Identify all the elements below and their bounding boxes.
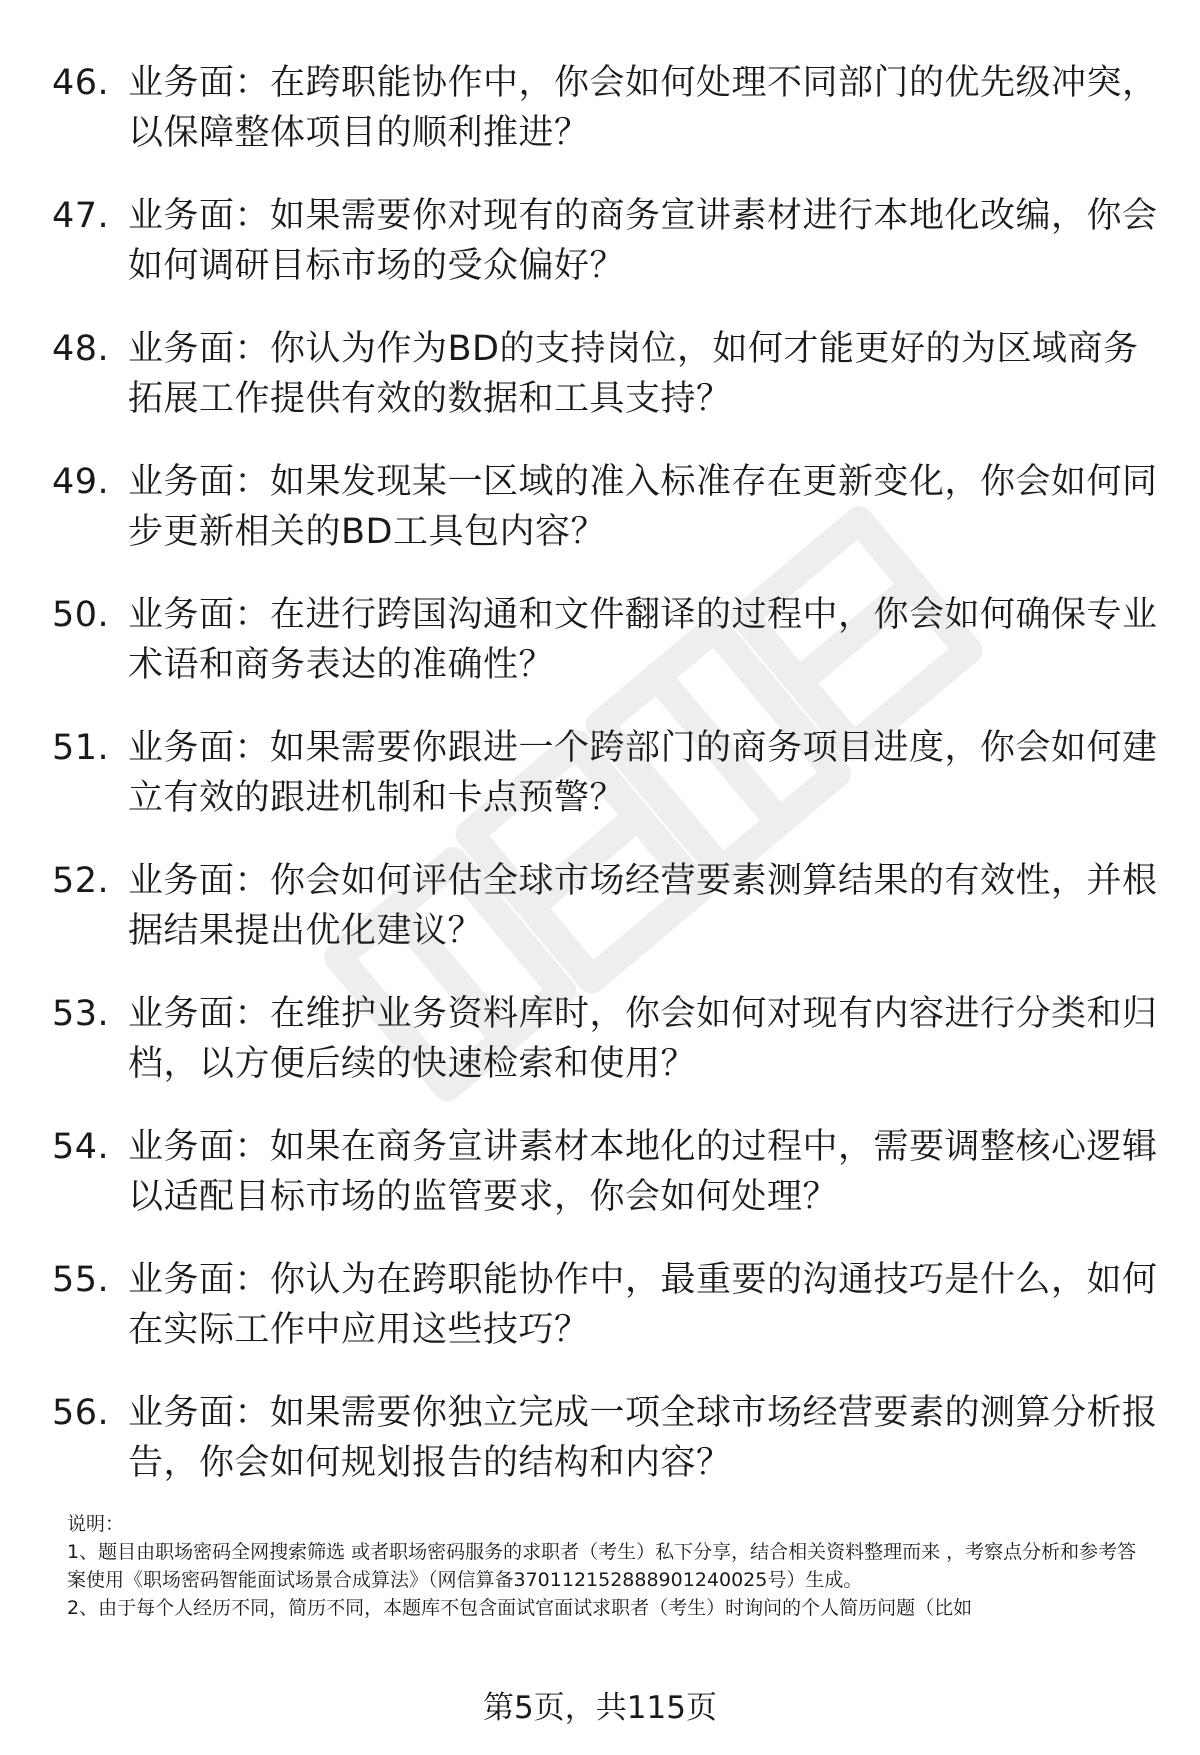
question-item (52, 856, 1162, 956)
question-text: 业务面：你会如何评估全球市场经营要素测算结果的有效性，并根据结果提出优化建议？ (128, 861, 1158, 951)
question-item (52, 1122, 1162, 1222)
question-item (52, 590, 1162, 690)
question-item (52, 1255, 1162, 1355)
question-number: 50. (52, 595, 110, 635)
question-number: 53. (52, 994, 110, 1034)
question-item (52, 191, 1162, 291)
question-number: 55. (52, 1260, 110, 1300)
question-number: 49. (52, 462, 110, 502)
question-item (52, 58, 1162, 158)
question-item (52, 457, 1162, 557)
question-text: 业务面：你认为作为BD的支持岗位，如何才能更好的为区域商务拓展工作提供有效的数据和工具支持？ (128, 329, 1139, 419)
question-text: 业务面：你认为在跨职能协作中，最重要的沟通技巧是什么，如何在实际工作中应用这些技巧？ (128, 1260, 1158, 1350)
notes-heading: 说明： (67, 1513, 125, 1535)
question-item (52, 324, 1162, 424)
question-text: 业务面：在跨职能协作中，你会如何处理不同部门的优先级冲突，以保障整体项目的顺利推进？ (128, 63, 1158, 153)
question-number: 56. (52, 1393, 110, 1433)
question-text: 业务面：如果在商务宣讲素材本地化的过程中，需要调整核心逻辑以适配目标市场的监管要求，你会如何处理？ (128, 1127, 1158, 1217)
question-number: 47. (52, 196, 110, 236)
question-text: 业务面：如果需要你跟进一个跨部门的商务项目进度，你会如何建立有效的跟进机制和卡点预警？ (128, 728, 1158, 818)
notes-item: 2、由于每个人经历不同，简历不同，本题库不包含面试官面试求职者（考生）时询问的个人简历问题（比如 (67, 1597, 973, 1619)
question-text: 业务面：如果发现某一区域的准入标准存在更新变化，你会如何同步更新相关的BD工具包内容？ (128, 462, 1158, 552)
notes-section (67, 1510, 1142, 1622)
notes-item: 1、题目由职场密码全网搜索筛选 或者职场密码服务的求职者（考生）私下分享，结合相关资料整理而来 ，考察点分析和参考答案使用《职场密码智能面试场景合成算法》（网信算备370112152888901240025号）生成。 (67, 1541, 1137, 1591)
question-text: 业务面：在进行跨国沟通和文件翻译的过程中，你会如何确保专业术语和商务表达的准确性？ (128, 595, 1158, 685)
question-text: 业务面：在维护业务资料库时，你会如何对现有内容进行分类和归档，以方便后续的快速检索和使用？ (128, 994, 1158, 1084)
question-item (52, 723, 1162, 823)
question-number: 52. (52, 861, 110, 901)
question-number: 51. (52, 728, 110, 768)
question-item (52, 989, 1162, 1089)
question-text: 业务面：如果需要你独立完成一项全球市场经营要素的测算分析报告，你会如何规划报告的结构和内容？ (128, 1393, 1158, 1483)
page-number: 第5页，共115页 (483, 1690, 717, 1726)
question-text: 业务面：如果需要你对现有的商务宣讲素材进行本地化改编，你会如何调研目标市场的受众偏好？ (128, 196, 1158, 286)
question-number: 54. (52, 1127, 110, 1167)
question-number: 46. (52, 63, 110, 103)
question-list (52, 58, 1162, 1521)
question-number: 48. (52, 329, 110, 369)
question-item (52, 1388, 1162, 1488)
